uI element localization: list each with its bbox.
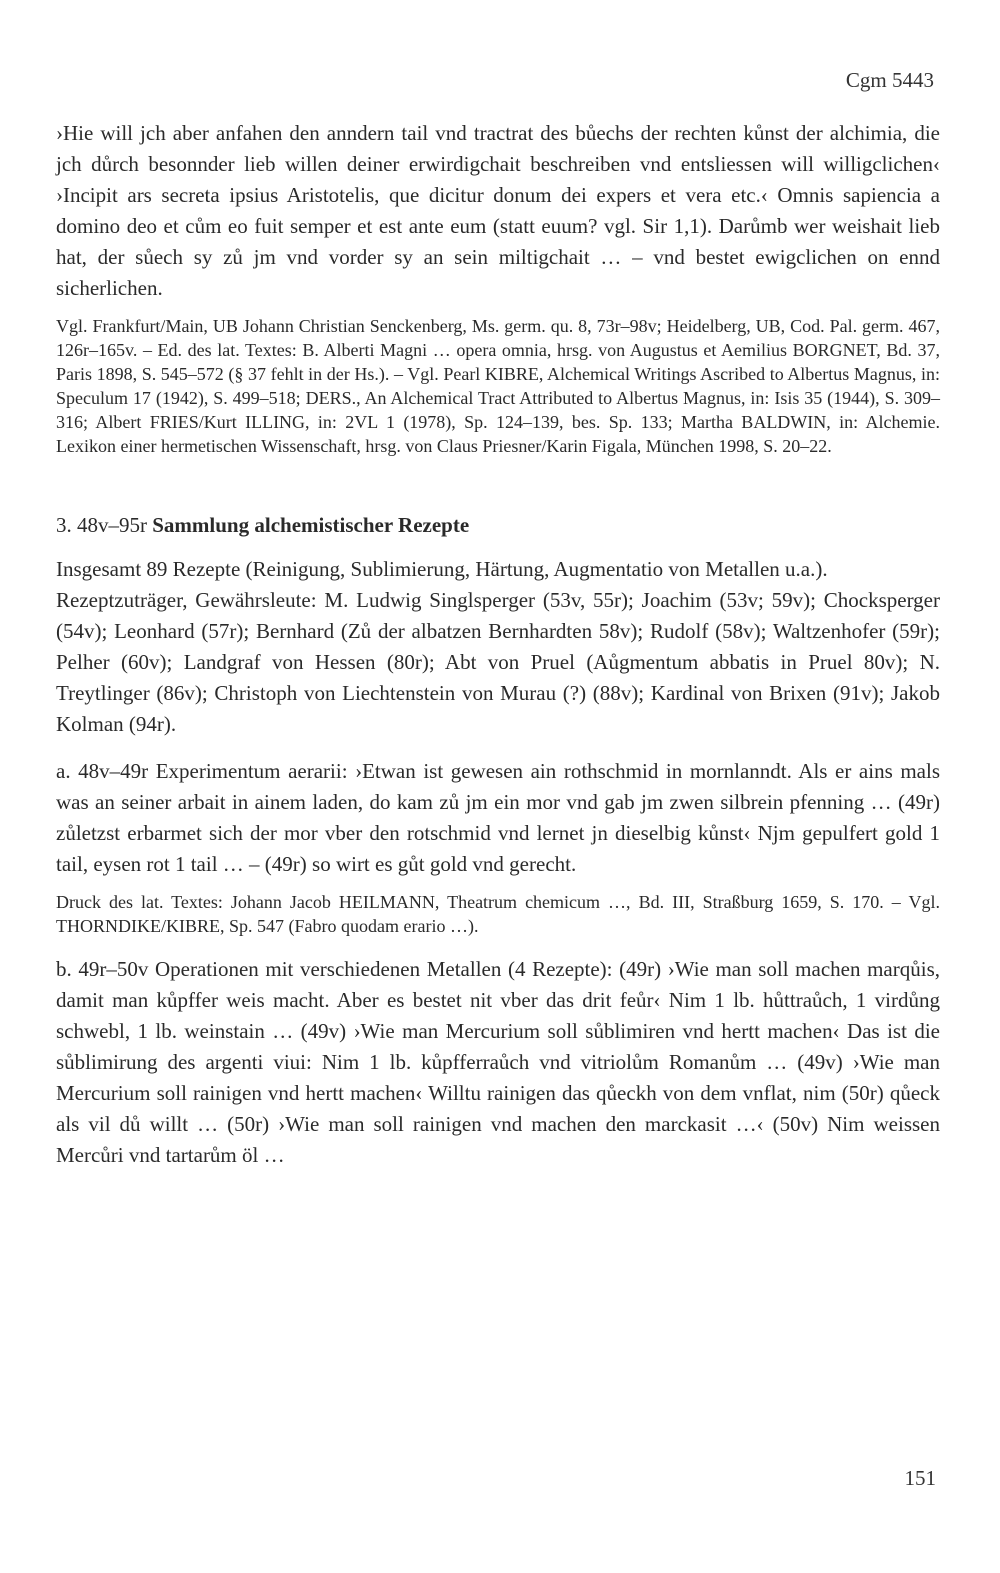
page-body <box>56 118 940 1171</box>
item-a-paragraph: a. 48v–49r Experimentum aerarii: ›Etwan ist gewesen ain rothschmid in mornlanndt. Als er ains mals was an seiner arbait in ainem laden, do kam zů jm ein mor vnd gab jm zwen silbrein pfenning … (49r) zůletzst erbarmet sich der mor vber den rotschmid vnd lernet jn dieselbig kůnst‹ Njm gepulfert gold 1 tail, eysen rot 1 tail … – (49r) so wirt es gůt gold vnd gerecht. <box>56 759 940 876</box>
section-heading-title: Sammlung alchemistischer Rezepte <box>152 513 470 537</box>
item-b-paragraph: b. 49r–50v Operationen mit verschiedenen Metallen (4 Rezepte): (49r) ›Wie man soll machen marqůis, damit man kůpffer weis macht. Aber es bestet nit vber das drit feůr‹ Nim 1 lb. hůttraůch, 1 virdůng schwebl, 1 lb. weinstain … (49v) ›Wie man Mercurium soll sůblimiren vnd hertt machen‹ Das ist die sůblimirung des argenti viui: Nim 1 lb. kůpfferraůch vnd vitriolům Romanům … (49v) ›Wie man Mercurium soll rainigen vnd hertt machen‹ Willtu rainigen das qůeckh von dem vnflat, nim (50r) qůeck als vil dů willt … (50r) ›Wie man soll rainigen vnd machen den marckasit …‹ (50v) Nim weissen Mercůri vnd tartarům öl … <box>56 957 940 1167</box>
page-header-signature: Cgm 5443 <box>845 68 934 92</box>
literature-note-1: Vgl. Frankfurt/Main, UB Johann Christian Senckenberg, Ms. germ. qu. 8, 73r–98v; Heidelberg, UB, Cod. Pal. germ. 467, 126r–165v. – Ed. des lat. Textes: B. Alberti Magni … opera omnia, hrsg. von Augustus et Aemilius BORGNET, Bd. 37, Paris 1898, S. 545–572 (§ 37 fehlt in der Hs.). – Vgl. Pearl KIBRE, Alchemical Writings Ascribed to Albertus Magnus, in: Speculum 17 (1942), S. 499–518; DERS., An Alchemical Tract Attributed to Albertus Magnus, in: Isis 35 (1944), S. 309–316; Albert FRIES/Kurt ILLING, in: 2VL 1 (1978), Sp. 124–139, bes. Sp. 133; Martha BALDWIN, in: Alchemie. Lexikon einer hermetischen Wissenschaft, hrsg. von Claus Priesner/Karin Figala, München 1998, S. 20–22. <box>56 316 940 456</box>
incipit-paragraph: ›Hie will jch aber anfahen den anndern tail vnd tractrat des bůechs der rechten kůnst der alchimia, die jch důrch besonnder lieb willen deiner erwirdigchait beschreiben vnd entsliessen will willigclichen‹ ›Incipit ars secreta ipsius Aristotelis, que dicitur donum dei expers et vera etc.‹ Omnis sapiencia a domino deo et cům eo fuit semper et est ante eum (statt euum? vgl. Sir 1,1). Darůmb wer weishait lieb hat, der sůech sy zů jm vnd vorder sy an sein miltigchait … – vnd bestet ewigclichen on ennd sicherlichen. <box>56 121 940 300</box>
section-heading-number: 3. 48v–95r <box>56 513 147 537</box>
page-number: 151 <box>904 1466 936 1490</box>
literature-note-2: Druck des lat. Textes: Johann Jacob HEILMANN, Theatrum chemicum …, Bd. III, Straßburg 1659, S. 170. – Vgl. THORNDIKE/KIBRE, Sp. 547 (Fabro quodam erario …). <box>56 892 940 936</box>
overview-paragraph: Insgesamt 89 Rezepte (Reinigung, Sublimierung, Härtung, Augmentatio von Metallen u.a.). <box>56 557 828 581</box>
contributors-paragraph: Rezeptzuträger, Gewährsleute: M. Ludwig Singlsperger (53v, 55r); Joachim (53v; 59v); Chocksperger (54v); Leonhard (57r); Bernhard (Zů der albatzen Bernhardten 58v); Rudolf (58v); Waltzenhofer (59r); Pelher (60v); Landgraf von Hessen (80r); Abt von Pruel (Aůgmentum abbatis in Pruel 80v); N. Treytlinger (86v); Christoph von Liechtenstein von Murau (?) (88v); Kardinal von Brixen (91v); Jakob Kolman (94r). <box>56 588 940 736</box>
section-heading <box>56 510 940 540</box>
